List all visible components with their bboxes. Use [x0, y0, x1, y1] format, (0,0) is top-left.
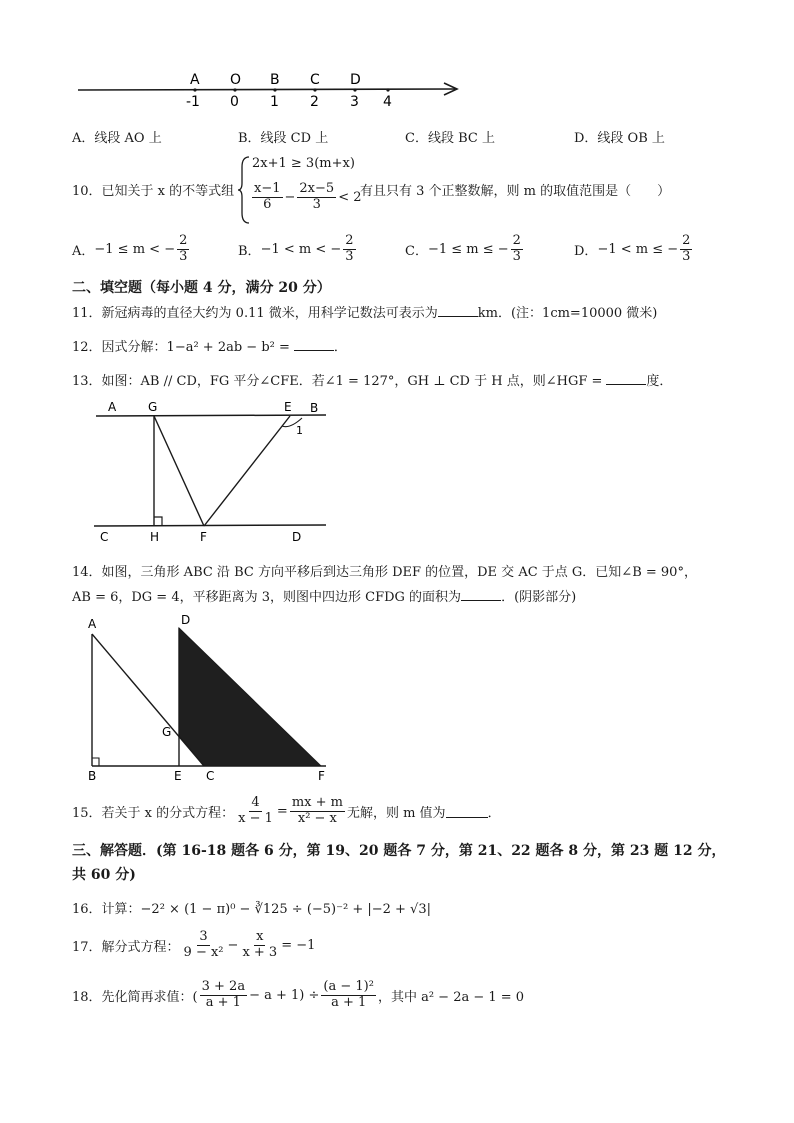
q13-text: 13．如图：AB // CD，FG 平分∠CFE．若∠1 = 127°，GH ⊥ CD 于 H 点，则∠HGF = [72, 374, 603, 389]
q10-inequality-2 [250, 182, 361, 213]
q10-prefix: 10．已知关于 x 的不等式组 [72, 184, 235, 199]
question-17 [72, 930, 315, 961]
fig13-label-f: F [200, 530, 207, 544]
q15-fraction-1: $\frac{4}{x - 1}$ [238, 795, 273, 826]
section-3-title-line-1: 三、解答题．(第 16-18 题各 6 分，第 19、20 题各 7 分，第 21、22 题各 8 分，第 23 题 12 分， [72, 843, 726, 859]
q10-ineq2-tail: < 2 [338, 189, 362, 205]
question-16: 16．计算：−2² × (1 − π)⁰ − ∛125 ÷ (−5)⁻² + |−2 + √3| [72, 902, 431, 917]
q18-prefix: 18．先化简再求值：( [72, 989, 198, 1005]
q9-option-d: D．线段 OB 上 [574, 131, 665, 146]
system-brace [237, 155, 251, 225]
q9-option-a: A．线段 AO 上 [72, 131, 162, 146]
q18-tail: ，其中 a² − 2a − 1 = 0 [377, 989, 525, 1005]
figure-14-translated-triangles [84, 612, 339, 784]
q11-text: 11．新冠病毒的直径大约为 0.11 微米，用科学记数法可表示为 [72, 306, 438, 321]
tick-label-1: 1 [270, 94, 279, 110]
point-label-d: D [350, 72, 361, 88]
q10-option-c [405, 234, 525, 265]
section-2-title: 二、填空题（每小题 4 分，满分 20 分） [72, 280, 331, 296]
q9-option-c: C．线段 BC 上 [405, 131, 495, 146]
tick-label-neg1: -1 [186, 94, 200, 110]
fig13-label-1: 1 [296, 424, 303, 437]
q15-tail: ． [487, 805, 501, 821]
q11-tail: km．(注：1cm=10000 微米) [477, 306, 658, 321]
q10-option-d [574, 234, 694, 265]
point-label-b: B [270, 72, 280, 88]
question-11 [72, 302, 657, 321]
q18-fraction-1: $\frac{3 + 2a}{a + 1}$ [201, 979, 246, 1010]
option-expression: −1 < m ≤ − [597, 241, 679, 257]
section-3-title-line-2: 共 60 分) [72, 867, 136, 883]
q10-fraction-1: $\frac{x-1}{6}$ [254, 181, 281, 212]
fig14-label-g: G [162, 725, 172, 739]
answer-blank[interactable] [446, 805, 488, 818]
option-label: B． [238, 243, 261, 259]
option-fraction: $\frac{2}{3}$ [345, 233, 354, 264]
q12-tail: ． [333, 340, 347, 355]
answer-blank[interactable] [606, 372, 646, 385]
q10-fraction-2: $\frac{2x-5}{3}$ [299, 181, 335, 212]
q17-fraction-2: $\frac{x}{x + 3}$ [242, 929, 278, 960]
answer-blank[interactable] [461, 588, 501, 601]
fig13-label-a: A [108, 400, 117, 414]
q15-suffix: 无解，则 m 值为 [346, 805, 446, 821]
question-15 [72, 796, 501, 827]
option-fraction: $\frac{2}{3}$ [512, 233, 521, 264]
answer-blank[interactable] [294, 338, 334, 351]
q10-option-b [238, 234, 358, 265]
fig14-label-a: A [88, 617, 97, 631]
answer-blank[interactable] [438, 304, 478, 317]
fig14-label-d: D [181, 613, 191, 627]
fig13-label-c: C [100, 530, 109, 544]
option-expression: −1 ≤ m < − [94, 241, 176, 257]
minus-sign: − [284, 189, 296, 205]
number-line-figure [70, 66, 470, 114]
option-label: D． [574, 243, 598, 259]
fig13-label-d: D [292, 530, 302, 544]
question-18 [72, 980, 524, 1011]
tick-label-0: 0 [230, 94, 239, 110]
option-label: C． [405, 243, 428, 259]
equals-sign: = [276, 803, 288, 819]
fig13-label-g: G [148, 400, 158, 414]
tick-label-2: 2 [310, 94, 319, 110]
q17-fraction-1: $\frac{3}{\text{9 − x²}}$ [183, 929, 224, 960]
q10-inequality-1: 2x+1 ≥ 3(m+x) [252, 156, 355, 171]
fig14-label-f: F [318, 769, 325, 783]
tick-label-4: 4 [383, 94, 392, 110]
q18-fraction-2: $\frac{\text{(a − 1)²}}{a + 1}$ [323, 979, 374, 1010]
minus-sign: − [227, 937, 239, 953]
fig13-label-h: H [150, 530, 160, 544]
q14-line-2 [72, 586, 576, 605]
q17-tail: = −1 [281, 937, 316, 953]
question-12 [72, 336, 347, 355]
q17-prefix: 17．解分式方程： [72, 939, 180, 955]
q14-line-1: 14．如图，三角形 ABC 沿 BC 方向平移后到达三角形 DEF 的位置，DE 交 AC 于点 G．已知∠B = 90°， [72, 565, 697, 580]
figure-13-parallel-lines [90, 398, 340, 548]
option-fraction: $\frac{2}{3}$ [179, 233, 188, 264]
q14-text: AB = 6，DG = 4，平移距离为 3，则图中四边形 CFDG 的面积为 [72, 590, 462, 605]
question-13 [72, 370, 672, 389]
q18-middle: − a + 1) ÷ [249, 987, 320, 1003]
q12-text: 12．因式分解：1−a² + 2ab − b² = [72, 340, 290, 355]
q13-tail: 度． [646, 374, 673, 389]
q10-option-a [72, 234, 191, 265]
q10-suffix: 有且只有 3 个正整数解，则 m 的取值范围是（ ） [360, 184, 671, 199]
q14-tail: ．(阴影部分) [501, 590, 577, 605]
option-expression: −1 ≤ m ≤ − [427, 241, 509, 257]
point-label-a: A [190, 72, 200, 88]
q15-prefix: 15．若关于 x 的分式方程： [72, 805, 235, 821]
option-fraction: $\frac{2}{3}$ [682, 233, 691, 264]
fig13-label-e: E [284, 400, 292, 414]
fig14-label-c: C [206, 769, 215, 783]
fig14-label-e: E [174, 769, 182, 783]
q9-option-b: B．线段 CD 上 [238, 131, 329, 146]
tick-label-3: 3 [350, 94, 359, 110]
option-expression: −1 < m < − [260, 241, 342, 257]
option-label: A． [72, 243, 95, 259]
q15-fraction-2: $\frac{mx + m}{\text{x² − x}}$ [291, 795, 343, 826]
shaded-quadrilateral-cfdg [179, 628, 321, 766]
point-label-c: C [310, 72, 320, 88]
point-label-o: O [230, 72, 242, 88]
fig14-label-b: B [88, 769, 97, 783]
fig13-label-b: B [310, 401, 319, 415]
